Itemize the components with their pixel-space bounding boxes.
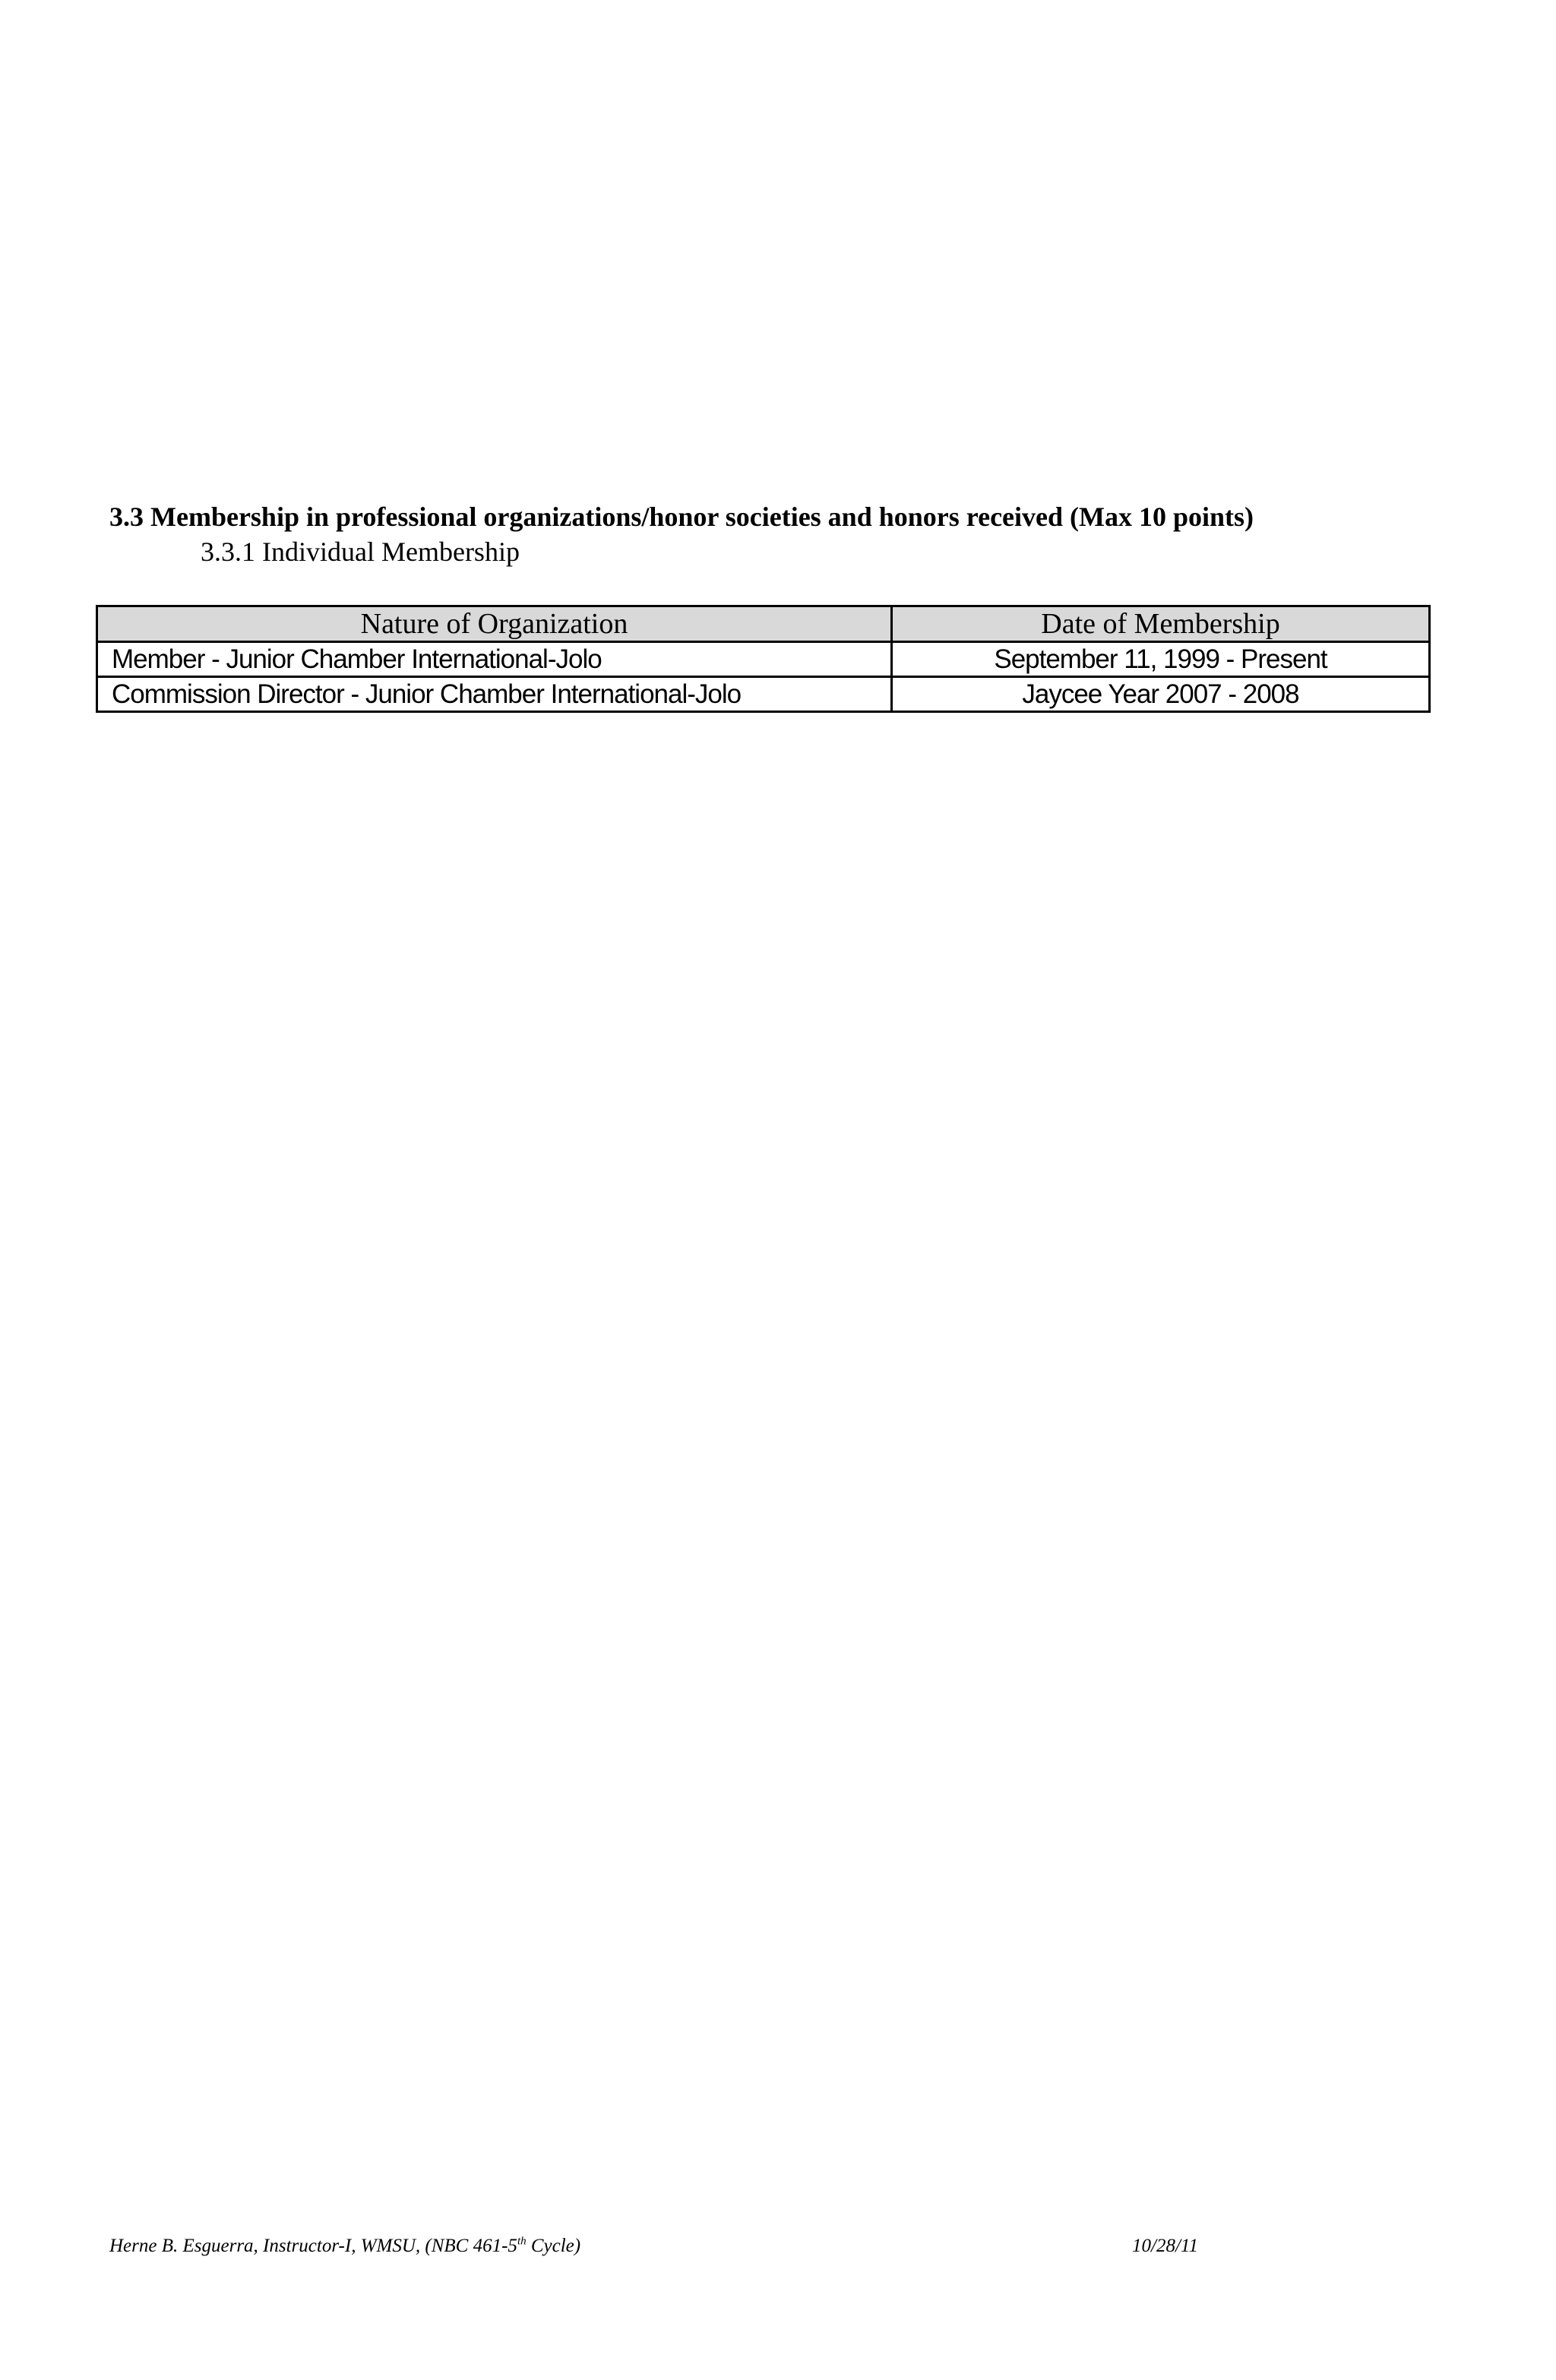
column-header-date: Date of Membership bbox=[892, 606, 1430, 642]
footer-author bbox=[109, 2234, 580, 2258]
section-heading: 3.3 Membership in professional organizations/honor societies and honors received (Max 10 points) bbox=[109, 502, 1254, 532]
footer-author-superscript: th bbox=[517, 2235, 527, 2248]
date-cell: Jaycee Year 2007 - 2008 bbox=[892, 677, 1430, 712]
table-header-row bbox=[97, 606, 1430, 642]
footer-author-cycle: Cycle) bbox=[526, 2236, 581, 2256]
membership-table bbox=[96, 605, 1431, 713]
subsection-heading: 3.3.1 Individual Membership bbox=[201, 536, 520, 567]
column-header-organization: Nature of Organization bbox=[97, 606, 892, 642]
organization-cell: Member - Junior Chamber International-Jolo bbox=[97, 642, 892, 677]
table-row bbox=[97, 677, 1430, 712]
footer-date: 10/28/11 bbox=[1132, 2236, 1199, 2256]
footer-author-text: Herne B. Esguerra, Instructor-I, WMSU, (NBC 461-5 bbox=[109, 2236, 517, 2256]
table-row bbox=[97, 642, 1430, 677]
date-cell: September 11, 1999 - Present bbox=[892, 642, 1430, 677]
organization-cell: Commission Director - Junior Chamber International-Jolo bbox=[97, 677, 892, 712]
